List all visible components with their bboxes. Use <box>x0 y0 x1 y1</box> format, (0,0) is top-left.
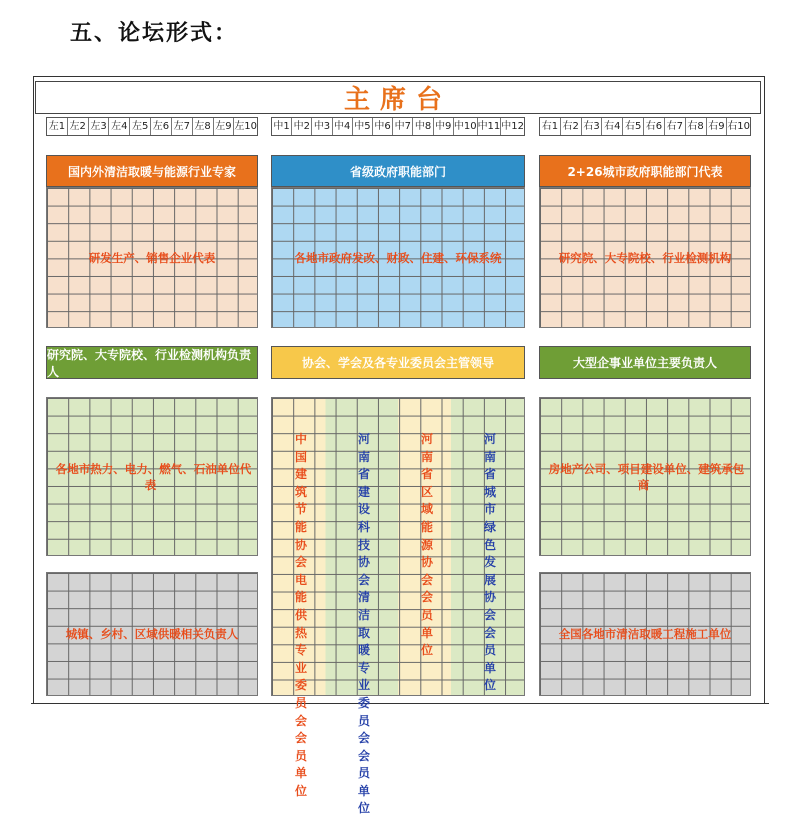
seat-number: 中10 <box>454 118 478 135</box>
seat-number: 右9 <box>707 118 728 135</box>
seating-area <box>271 187 525 328</box>
seating-area <box>46 397 258 556</box>
seat-number: 左10 <box>234 121 258 132</box>
seat-number: 中3 <box>312 118 332 135</box>
seat-number: 左2 <box>68 118 89 135</box>
seat-row-right <box>539 117 751 136</box>
stage-label: 主席台 <box>343 85 452 115</box>
seat-number: 右8 <box>686 118 707 135</box>
seat-row-left <box>46 117 258 136</box>
seat-number: 左4 <box>109 118 130 135</box>
seating-area <box>46 572 258 696</box>
seat-number: 左7 <box>172 118 193 135</box>
block-top-center <box>271 155 525 328</box>
seat-number: 右7 <box>665 118 686 135</box>
block-top-right <box>539 155 751 328</box>
seat-number: 左1 <box>47 118 68 135</box>
block-mid-right <box>539 346 751 556</box>
seat-number: 左3 <box>89 118 110 135</box>
seat-number: 右2 <box>561 118 582 135</box>
seat-number: 中5 <box>353 118 373 135</box>
seat-number: 中11 <box>478 118 502 135</box>
section-heading: 五、论坛形式： <box>70 20 239 46</box>
seat-number: 中7 <box>393 118 413 135</box>
presidium-stage <box>35 81 761 114</box>
block-header: 国内外清洁取暖与能源行业专家 <box>46 155 258 187</box>
association-seating-area <box>271 397 525 816</box>
block-header: 大型企事业单位主要负责人 <box>539 346 751 379</box>
area-label: 研究院、大专院校、行业检测机构 <box>558 250 732 265</box>
area-label: 各地市政府发改、财政、住建、环保系统 <box>294 250 502 265</box>
block-bot-left <box>46 572 258 696</box>
block-top-left <box>46 155 258 328</box>
area-label: 各地市热力、电力、燃气、石油单位代表 <box>55 461 252 492</box>
seat-number: 中2 <box>292 118 312 135</box>
association-name: 河南省城市绿色发展协会会员单位 <box>483 432 496 693</box>
seat-number: 左9 <box>214 118 235 135</box>
association-name: 中国建筑节能协会电能供热专业委员会会员单位 <box>294 432 307 798</box>
area-label: 房地产公司、项目建设单位、建筑承包商 <box>548 461 745 492</box>
seat-row-center <box>271 117 525 136</box>
area-label: 城镇、乡村、区域供暖相关负责人 <box>65 627 239 641</box>
seat-number: 中12 <box>501 121 525 132</box>
association-name: 河南省建设科技协会清洁取暖专业委员会会员单位 <box>357 432 370 816</box>
seat-number: 中6 <box>373 118 393 135</box>
seat-number: 右3 <box>582 118 603 135</box>
seat-number: 右6 <box>644 118 665 135</box>
seat-number: 中9 <box>434 118 454 135</box>
floor-line <box>31 703 769 704</box>
area-label: 全国各地市清洁取暖工程施工单位 <box>558 627 732 641</box>
seat-number: 右4 <box>602 118 623 135</box>
area-label: 研发生产、销售企业代表 <box>88 250 216 265</box>
seat-number: 左8 <box>193 118 214 135</box>
seat-number: 右1 <box>540 118 561 135</box>
seat-number: 中1 <box>272 118 292 135</box>
seat-number: 中4 <box>333 118 353 135</box>
seat-number: 右10 <box>727 121 751 132</box>
seating-area <box>539 572 751 696</box>
block-header: 研究院、大专院校、行业检测机构负责人 <box>46 346 258 379</box>
block-mid-center <box>271 346 525 816</box>
seat-number: 中8 <box>413 118 433 135</box>
seating-area <box>46 187 258 328</box>
seating-area <box>539 187 751 328</box>
seat-number: 左5 <box>130 118 151 135</box>
seat-number: 右5 <box>623 118 644 135</box>
block-header: 协会、学会及各专业委员会主管领导 <box>271 346 525 379</box>
block-header: 2+26城市政府职能部门代表 <box>539 155 751 187</box>
seat-number: 左6 <box>151 118 172 135</box>
seating-area <box>539 397 751 556</box>
association-name: 河南省区域能源协会会员单位 <box>420 432 433 658</box>
block-bot-right <box>539 572 751 696</box>
block-mid-left <box>46 346 258 556</box>
block-header: 省级政府职能部门 <box>271 155 525 187</box>
